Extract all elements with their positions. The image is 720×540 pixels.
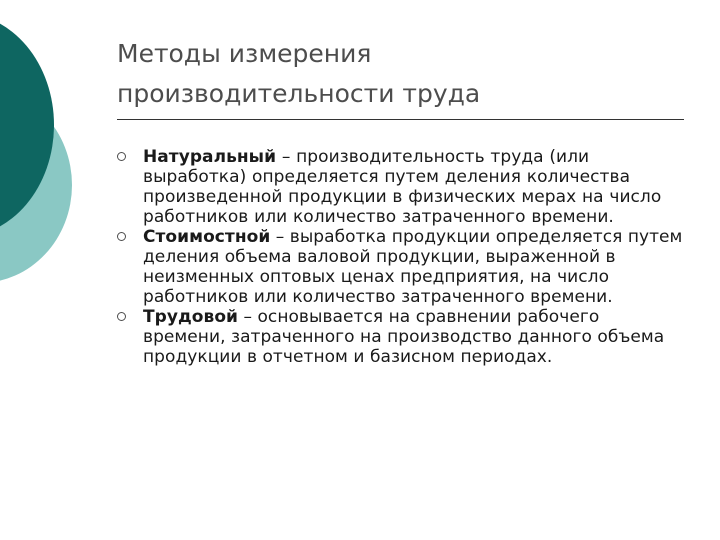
title-divider [117,119,684,120]
bullet-item-cost [117,227,687,307]
slide-title [117,34,677,114]
bullet-term: Стоимостной [143,227,271,247]
bullet-term: Трудовой [143,307,239,327]
title-line-1: Методы измерения [117,39,372,68]
bullet-item-labor [117,307,687,367]
bullet-term: Натуральный [143,147,277,167]
circle-bullet-icon [117,312,126,321]
bullet-list [117,147,687,367]
circle-bullet-icon [117,232,126,241]
bullet-text: – производительность труда (или выработка) определяется путем деления количества произведенной продукции в физических мерах на число работников или количество затраченного времени. [143,147,662,227]
bullet-item-natural [117,147,687,227]
bullet-text: – основывается на сравнении рабочего времени, затраченного на производство данного объема продукции в отчетном и базисном периодах. [143,307,665,367]
circle-bullet-icon [117,152,126,161]
bullet-text: – выработка продукции определяется путем деления объема валовой продукции, выраженной в неизменных оптовых ценах предприятия, на число работников или количество затраченного времени. [143,227,683,307]
title-line-2: производительности труда [117,79,481,108]
